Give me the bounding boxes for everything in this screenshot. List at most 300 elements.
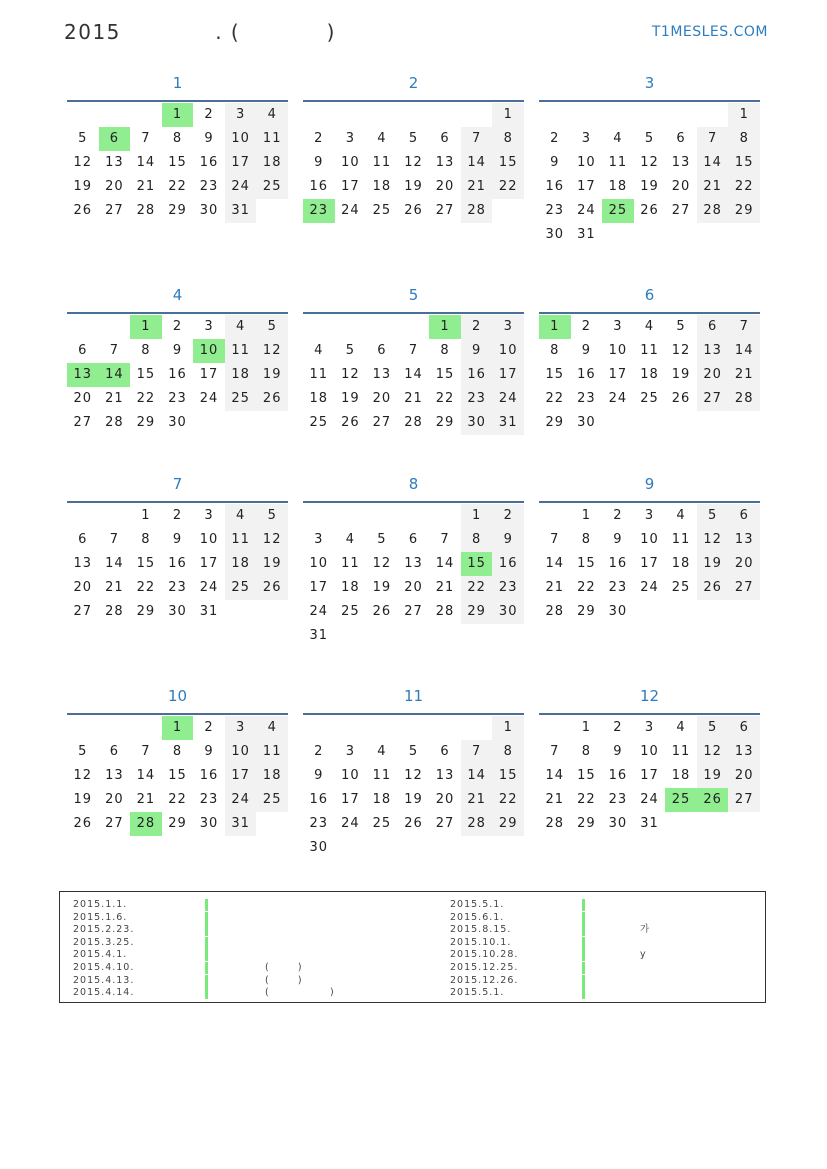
day-cell[interactable]: 29 <box>545 415 565 430</box>
day-cell[interactable]: 27 <box>671 203 691 218</box>
day-cell[interactable]: 5 <box>78 131 88 146</box>
day-cell[interactable]: 5 <box>697 716 729 740</box>
day-cell[interactable]: 14 <box>697 151 729 175</box>
holiday-day-cell[interactable]: 28 <box>130 812 162 836</box>
day-cell[interactable]: 3 <box>644 720 655 735</box>
day-cell[interactable]: 8 <box>461 528 493 552</box>
day-cell[interactable]: 31 <box>577 227 596 242</box>
day-cell[interactable]: 12 <box>697 528 729 552</box>
day-cell[interactable]: 12 <box>404 155 423 170</box>
day-cell[interactable]: 29 <box>136 415 156 430</box>
day-cell[interactable]: 22 <box>136 580 156 595</box>
day-cell[interactable]: 28 <box>105 415 124 430</box>
day-cell[interactable]: 23 <box>492 576 524 600</box>
day-cell[interactable]: 3 <box>345 131 355 146</box>
day-cell[interactable]: 30 <box>199 203 219 218</box>
day-cell[interactable]: 15 <box>577 556 596 571</box>
day-cell[interactable]: 24 <box>577 203 596 218</box>
day-cell[interactable]: 28 <box>105 604 124 619</box>
day-cell[interactable]: 10 <box>225 740 257 764</box>
day-cell[interactable]: 18 <box>341 580 360 595</box>
day-cell[interactable]: 22 <box>577 792 596 807</box>
holiday-day-cell[interactable]: 10 <box>193 339 225 363</box>
day-cell[interactable]: 30 <box>199 816 219 831</box>
day-cell[interactable]: 14 <box>435 556 455 571</box>
day-cell[interactable]: 4 <box>256 103 288 127</box>
day-cell[interactable]: 6 <box>109 744 119 759</box>
day-cell[interactable]: 5 <box>697 504 729 528</box>
day-cell[interactable]: 25 <box>225 576 257 600</box>
day-cell[interactable]: 25 <box>341 604 360 619</box>
day-cell[interactable]: 8 <box>141 532 151 547</box>
day-cell[interactable]: 25 <box>256 175 288 199</box>
day-cell[interactable]: 30 <box>577 415 596 430</box>
day-cell[interactable]: 30 <box>168 604 187 619</box>
day-cell[interactable]: 4 <box>613 131 623 146</box>
day-cell[interactable]: 10 <box>309 556 329 571</box>
day-cell[interactable]: 26 <box>256 576 288 600</box>
day-cell[interactable]: 12 <box>256 528 288 552</box>
day-cell[interactable]: 9 <box>613 532 623 547</box>
day-cell[interactable]: 19 <box>256 552 288 576</box>
day-cell[interactable]: 22 <box>728 175 760 199</box>
day-cell[interactable]: 8 <box>440 343 450 358</box>
day-cell[interactable]: 10 <box>199 532 219 547</box>
day-cell[interactable]: 12 <box>640 155 659 170</box>
day-cell[interactable]: 21 <box>136 792 156 807</box>
day-cell[interactable]: 27 <box>435 203 455 218</box>
day-cell[interactable]: 9 <box>204 131 214 146</box>
day-cell[interactable]: 20 <box>697 363 729 387</box>
day-cell[interactable]: 17 <box>309 580 329 595</box>
holiday-day-cell[interactable]: 1 <box>162 716 194 740</box>
day-cell[interactable]: 9 <box>204 744 214 759</box>
day-cell[interactable]: 26 <box>73 816 93 831</box>
day-cell[interactable]: 8 <box>550 343 560 358</box>
day-cell[interactable]: 30 <box>545 227 565 242</box>
day-cell[interactable]: 6 <box>377 343 387 358</box>
day-cell[interactable]: 7 <box>141 131 151 146</box>
day-cell[interactable]: 10 <box>492 339 524 363</box>
day-cell[interactable]: 4 <box>345 532 355 547</box>
day-cell[interactable]: 25 <box>640 391 659 406</box>
day-cell[interactable]: 22 <box>168 792 187 807</box>
day-cell[interactable]: 13 <box>671 155 691 170</box>
day-cell[interactable]: 11 <box>671 744 691 759</box>
holiday-day-cell[interactable]: 23 <box>303 199 335 223</box>
day-cell[interactable]: 21 <box>697 175 729 199</box>
day-cell[interactable]: 24 <box>199 580 219 595</box>
day-cell[interactable]: 16 <box>545 179 565 194</box>
day-cell[interactable]: 6 <box>697 315 729 339</box>
holiday-day-cell[interactable]: 1 <box>162 103 194 127</box>
day-cell[interactable]: 28 <box>728 387 760 411</box>
day-cell[interactable]: 3 <box>492 315 524 339</box>
day-cell[interactable]: 1 <box>728 103 760 127</box>
day-cell[interactable]: 1 <box>492 716 524 740</box>
day-cell[interactable]: 28 <box>697 199 729 223</box>
day-cell[interactable]: 19 <box>372 580 392 595</box>
day-cell[interactable]: 24 <box>225 788 257 812</box>
day-cell[interactable]: 9 <box>172 532 183 547</box>
day-cell[interactable]: 21 <box>728 363 760 387</box>
day-cell[interactable]: 19 <box>341 391 360 406</box>
day-cell[interactable]: 26 <box>404 816 423 831</box>
day-cell[interactable]: 16 <box>577 367 596 382</box>
day-cell[interactable]: 8 <box>492 127 524 151</box>
day-cell[interactable]: 9 <box>461 339 493 363</box>
day-cell[interactable]: 24 <box>225 175 257 199</box>
day-cell[interactable]: 11 <box>608 155 628 170</box>
day-cell[interactable]: 18 <box>640 367 659 382</box>
day-cell[interactable]: 6 <box>440 131 450 146</box>
day-cell[interactable]: 20 <box>728 552 760 576</box>
day-cell[interactable]: 11 <box>341 556 360 571</box>
day-cell[interactable]: 25 <box>225 387 257 411</box>
day-cell[interactable]: 20 <box>435 792 455 807</box>
day-cell[interactable]: 18 <box>608 179 628 194</box>
day-cell[interactable]: 31 <box>225 812 257 836</box>
day-cell[interactable]: 29 <box>168 816 187 831</box>
day-cell[interactable]: 13 <box>435 768 455 783</box>
day-cell[interactable]: 2 <box>461 315 493 339</box>
day-cell[interactable]: 24 <box>199 391 219 406</box>
day-cell[interactable]: 5 <box>345 343 355 358</box>
day-cell[interactable]: 2 <box>204 720 214 735</box>
day-cell[interactable]: 25 <box>372 203 392 218</box>
day-cell[interactable]: 8 <box>172 131 183 146</box>
day-cell[interactable]: 13 <box>404 556 423 571</box>
day-cell[interactable]: 6 <box>676 131 686 146</box>
day-cell[interactable]: 9 <box>550 155 560 170</box>
day-cell[interactable]: 13 <box>728 740 760 764</box>
day-cell[interactable]: 12 <box>404 768 423 783</box>
day-cell[interactable]: 12 <box>697 740 729 764</box>
day-cell[interactable]: 7 <box>109 343 119 358</box>
day-cell[interactable]: 7 <box>141 744 151 759</box>
day-cell[interactable]: 18 <box>309 391 329 406</box>
day-cell[interactable]: 25 <box>256 788 288 812</box>
day-cell[interactable]: 14 <box>404 367 423 382</box>
day-cell[interactable]: 18 <box>671 768 691 783</box>
day-cell[interactable]: 5 <box>78 744 88 759</box>
day-cell[interactable]: 11 <box>640 343 659 358</box>
day-cell[interactable]: 14 <box>136 155 156 170</box>
day-cell[interactable]: 13 <box>435 155 455 170</box>
day-cell[interactable]: 30 <box>492 600 524 624</box>
day-cell[interactable]: 22 <box>168 179 187 194</box>
day-cell[interactable]: 21 <box>105 391 124 406</box>
day-cell[interactable]: 27 <box>435 816 455 831</box>
day-cell[interactable]: 8 <box>581 532 591 547</box>
day-cell[interactable]: 14 <box>105 556 124 571</box>
day-cell[interactable]: 8 <box>141 343 151 358</box>
day-cell[interactable]: 21 <box>545 792 565 807</box>
day-cell[interactable]: 23 <box>608 792 628 807</box>
day-cell[interactable]: 14 <box>461 151 493 175</box>
day-cell[interactable]: 4 <box>225 315 257 339</box>
day-cell[interactable]: 6 <box>440 744 450 759</box>
day-cell[interactable]: 13 <box>73 556 93 571</box>
day-cell[interactable]: 13 <box>697 339 729 363</box>
day-cell[interactable]: 1 <box>141 508 151 523</box>
day-cell[interactable]: 27 <box>105 816 124 831</box>
holiday-day-cell[interactable]: 25 <box>602 199 634 223</box>
day-cell[interactable]: 4 <box>314 343 324 358</box>
day-cell[interactable]: 19 <box>73 179 93 194</box>
day-cell[interactable]: 13 <box>372 367 392 382</box>
day-cell[interactable]: 7 <box>408 343 419 358</box>
day-cell[interactable]: 22 <box>435 391 455 406</box>
day-cell[interactable]: 20 <box>728 764 760 788</box>
day-cell[interactable]: 20 <box>73 580 93 595</box>
day-cell[interactable]: 17 <box>640 768 659 783</box>
day-cell[interactable]: 5 <box>377 532 387 547</box>
day-cell[interactable]: 7 <box>461 740 493 764</box>
day-cell[interactable]: 19 <box>73 792 93 807</box>
day-cell[interactable]: 2 <box>492 504 524 528</box>
day-cell[interactable]: 24 <box>309 604 329 619</box>
day-cell[interactable]: 31 <box>309 628 329 643</box>
day-cell[interactable]: 9 <box>492 528 524 552</box>
holiday-day-cell[interactable]: 1 <box>539 315 571 339</box>
day-cell[interactable]: 21 <box>136 179 156 194</box>
day-cell[interactable]: 30 <box>168 415 187 430</box>
day-cell[interactable]: 8 <box>492 740 524 764</box>
day-cell[interactable]: 19 <box>697 764 729 788</box>
day-cell[interactable]: 23 <box>545 203 565 218</box>
holiday-day-cell[interactable]: 25 <box>665 788 697 812</box>
holiday-day-cell[interactable]: 13 <box>67 363 99 387</box>
holiday-day-cell[interactable]: 1 <box>429 315 461 339</box>
day-cell[interactable]: 31 <box>199 604 219 619</box>
day-cell[interactable]: 21 <box>545 580 565 595</box>
day-cell[interactable]: 21 <box>435 580 455 595</box>
day-cell[interactable]: 26 <box>671 391 691 406</box>
day-cell[interactable]: 21 <box>105 580 124 595</box>
day-cell[interactable]: 26 <box>697 576 729 600</box>
day-cell[interactable]: 14 <box>136 768 156 783</box>
day-cell[interactable]: 6 <box>728 504 760 528</box>
holiday-day-cell[interactable]: 26 <box>697 788 729 812</box>
day-cell[interactable]: 24 <box>341 816 360 831</box>
day-cell[interactable]: 9 <box>314 768 324 783</box>
day-cell[interactable]: 14 <box>728 339 760 363</box>
day-cell[interactable]: 21 <box>461 175 493 199</box>
day-cell[interactable]: 6 <box>78 532 88 547</box>
day-cell[interactable]: 23 <box>168 580 187 595</box>
day-cell[interactable]: 27 <box>697 387 729 411</box>
day-cell[interactable]: 27 <box>372 415 392 430</box>
day-cell[interactable]: 7 <box>440 532 450 547</box>
day-cell[interactable]: 20 <box>105 179 124 194</box>
day-cell[interactable]: 5 <box>676 319 686 334</box>
day-cell[interactable]: 2 <box>613 508 623 523</box>
day-cell[interactable]: 18 <box>372 792 392 807</box>
day-cell[interactable]: 16 <box>168 367 187 382</box>
day-cell[interactable]: 22 <box>136 391 156 406</box>
day-cell[interactable]: 3 <box>225 716 257 740</box>
day-cell[interactable]: 6 <box>728 716 760 740</box>
day-cell[interactable]: 12 <box>341 367 360 382</box>
day-cell[interactable]: 29 <box>577 604 596 619</box>
day-cell[interactable]: 29 <box>461 600 493 624</box>
day-cell[interactable]: 4 <box>644 319 655 334</box>
day-cell[interactable]: 27 <box>73 604 93 619</box>
day-cell[interactable]: 19 <box>671 367 691 382</box>
day-cell[interactable]: 28 <box>404 415 423 430</box>
day-cell[interactable]: 7 <box>697 127 729 151</box>
day-cell[interactable]: 19 <box>256 363 288 387</box>
day-cell[interactable]: 5 <box>644 131 655 146</box>
day-cell[interactable]: 27 <box>73 415 93 430</box>
day-cell[interactable]: 24 <box>640 792 659 807</box>
day-cell[interactable]: 16 <box>199 155 219 170</box>
day-cell[interactable]: 31 <box>640 816 659 831</box>
day-cell[interactable]: 23 <box>199 792 219 807</box>
day-cell[interactable]: 22 <box>577 580 596 595</box>
day-cell[interactable]: 18 <box>372 179 392 194</box>
day-cell[interactable]: 3 <box>345 744 355 759</box>
day-cell[interactable]: 27 <box>404 604 423 619</box>
day-cell[interactable]: 11 <box>372 155 392 170</box>
day-cell[interactable]: 22 <box>461 576 493 600</box>
day-cell[interactable]: 9 <box>172 343 183 358</box>
day-cell[interactable]: 18 <box>256 764 288 788</box>
day-cell[interactable]: 7 <box>109 532 119 547</box>
day-cell[interactable]: 11 <box>671 532 691 547</box>
day-cell[interactable]: 24 <box>492 387 524 411</box>
day-cell[interactable]: 7 <box>550 744 560 759</box>
day-cell[interactable]: 16 <box>309 179 329 194</box>
day-cell[interactable]: 29 <box>577 816 596 831</box>
day-cell[interactable]: 11 <box>225 528 257 552</box>
day-cell[interactable]: 17 <box>577 179 596 194</box>
day-cell[interactable]: 15 <box>545 367 565 382</box>
day-cell[interactable]: 28 <box>136 203 156 218</box>
day-cell[interactable]: 17 <box>225 764 257 788</box>
day-cell[interactable]: 25 <box>372 816 392 831</box>
day-cell[interactable]: 23 <box>199 179 219 194</box>
day-cell[interactable]: 15 <box>492 764 524 788</box>
day-cell[interactable]: 13 <box>105 768 124 783</box>
day-cell[interactable]: 22 <box>492 788 524 812</box>
day-cell[interactable]: 4 <box>676 720 686 735</box>
day-cell[interactable]: 26 <box>372 604 392 619</box>
day-cell[interactable]: 15 <box>492 151 524 175</box>
day-cell[interactable]: 29 <box>492 812 524 836</box>
day-cell[interactable]: 10 <box>608 343 628 358</box>
day-cell[interactable]: 5 <box>408 131 419 146</box>
day-cell[interactable]: 12 <box>256 339 288 363</box>
day-cell[interactable]: 29 <box>136 604 156 619</box>
day-cell[interactable]: 11 <box>309 367 329 382</box>
day-cell[interactable]: 2 <box>613 720 623 735</box>
day-cell[interactable]: 7 <box>550 532 560 547</box>
day-cell[interactable]: 28 <box>461 199 493 223</box>
day-cell[interactable]: 5 <box>408 744 419 759</box>
day-cell[interactable]: 23 <box>461 387 493 411</box>
day-cell[interactable]: 30 <box>461 411 493 435</box>
day-cell[interactable]: 17 <box>341 179 360 194</box>
day-cell[interactable]: 10 <box>341 768 360 783</box>
day-cell[interactable]: 2 <box>314 744 324 759</box>
day-cell[interactable]: 2 <box>314 131 324 146</box>
day-cell[interactable]: 2 <box>204 107 214 122</box>
day-cell[interactable]: 13 <box>728 528 760 552</box>
day-cell[interactable]: 29 <box>168 203 187 218</box>
day-cell[interactable]: 16 <box>492 552 524 576</box>
day-cell[interactable]: 6 <box>78 343 88 358</box>
day-cell[interactable]: 11 <box>225 339 257 363</box>
day-cell[interactable]: 4 <box>225 504 257 528</box>
day-cell[interactable]: 29 <box>728 199 760 223</box>
day-cell[interactable]: 16 <box>608 768 628 783</box>
day-cell[interactable]: 8 <box>172 744 183 759</box>
holiday-day-cell[interactable]: 15 <box>461 552 493 576</box>
day-cell[interactable]: 28 <box>545 816 565 831</box>
day-cell[interactable]: 20 <box>671 179 691 194</box>
day-cell[interactable]: 18 <box>225 363 257 387</box>
day-cell[interactable]: 4 <box>377 131 387 146</box>
day-cell[interactable]: 27 <box>105 203 124 218</box>
day-cell[interactable]: 9 <box>613 744 623 759</box>
day-cell[interactable]: 15 <box>168 155 187 170</box>
day-cell[interactable]: 2 <box>581 319 591 334</box>
day-cell[interactable]: 17 <box>640 556 659 571</box>
day-cell[interactable]: 24 <box>341 203 360 218</box>
day-cell[interactable]: 4 <box>377 744 387 759</box>
day-cell[interactable]: 1 <box>492 103 524 127</box>
day-cell[interactable]: 11 <box>256 127 288 151</box>
day-cell[interactable]: 3 <box>204 319 214 334</box>
day-cell[interactable]: 4 <box>676 508 686 523</box>
day-cell[interactable]: 23 <box>309 816 329 831</box>
day-cell[interactable]: 17 <box>199 367 219 382</box>
day-cell[interactable]: 3 <box>581 131 591 146</box>
day-cell[interactable]: 3 <box>613 319 623 334</box>
day-cell[interactable]: 12 <box>372 556 392 571</box>
day-cell[interactable]: 22 <box>492 175 524 199</box>
brand-link[interactable]: T1MESLES.COM <box>651 24 768 40</box>
day-cell[interactable]: 22 <box>545 391 565 406</box>
day-cell[interactable]: 23 <box>608 580 628 595</box>
day-cell[interactable]: 27 <box>728 788 760 812</box>
day-cell[interactable]: 3 <box>314 532 324 547</box>
day-cell[interactable]: 1 <box>581 508 591 523</box>
day-cell[interactable]: 5 <box>256 315 288 339</box>
day-cell[interactable]: 18 <box>256 151 288 175</box>
day-cell[interactable]: 26 <box>341 415 360 430</box>
day-cell[interactable]: 8 <box>728 127 760 151</box>
day-cell[interactable]: 10 <box>577 155 596 170</box>
day-cell[interactable]: 26 <box>73 203 93 218</box>
day-cell[interactable]: 20 <box>73 391 93 406</box>
day-cell[interactable]: 20 <box>435 179 455 194</box>
day-cell[interactable]: 2 <box>172 508 183 523</box>
day-cell[interactable]: 27 <box>728 576 760 600</box>
day-cell[interactable]: 19 <box>640 179 659 194</box>
day-cell[interactable]: 26 <box>640 203 659 218</box>
day-cell[interactable]: 8 <box>581 744 591 759</box>
day-cell[interactable]: 19 <box>404 792 423 807</box>
day-cell[interactable]: 28 <box>435 604 455 619</box>
day-cell[interactable]: 14 <box>461 764 493 788</box>
day-cell[interactable]: 7 <box>461 127 493 151</box>
day-cell[interactable]: 30 <box>309 840 329 855</box>
day-cell[interactable]: 16 <box>309 792 329 807</box>
holiday-day-cell[interactable]: 1 <box>130 315 162 339</box>
